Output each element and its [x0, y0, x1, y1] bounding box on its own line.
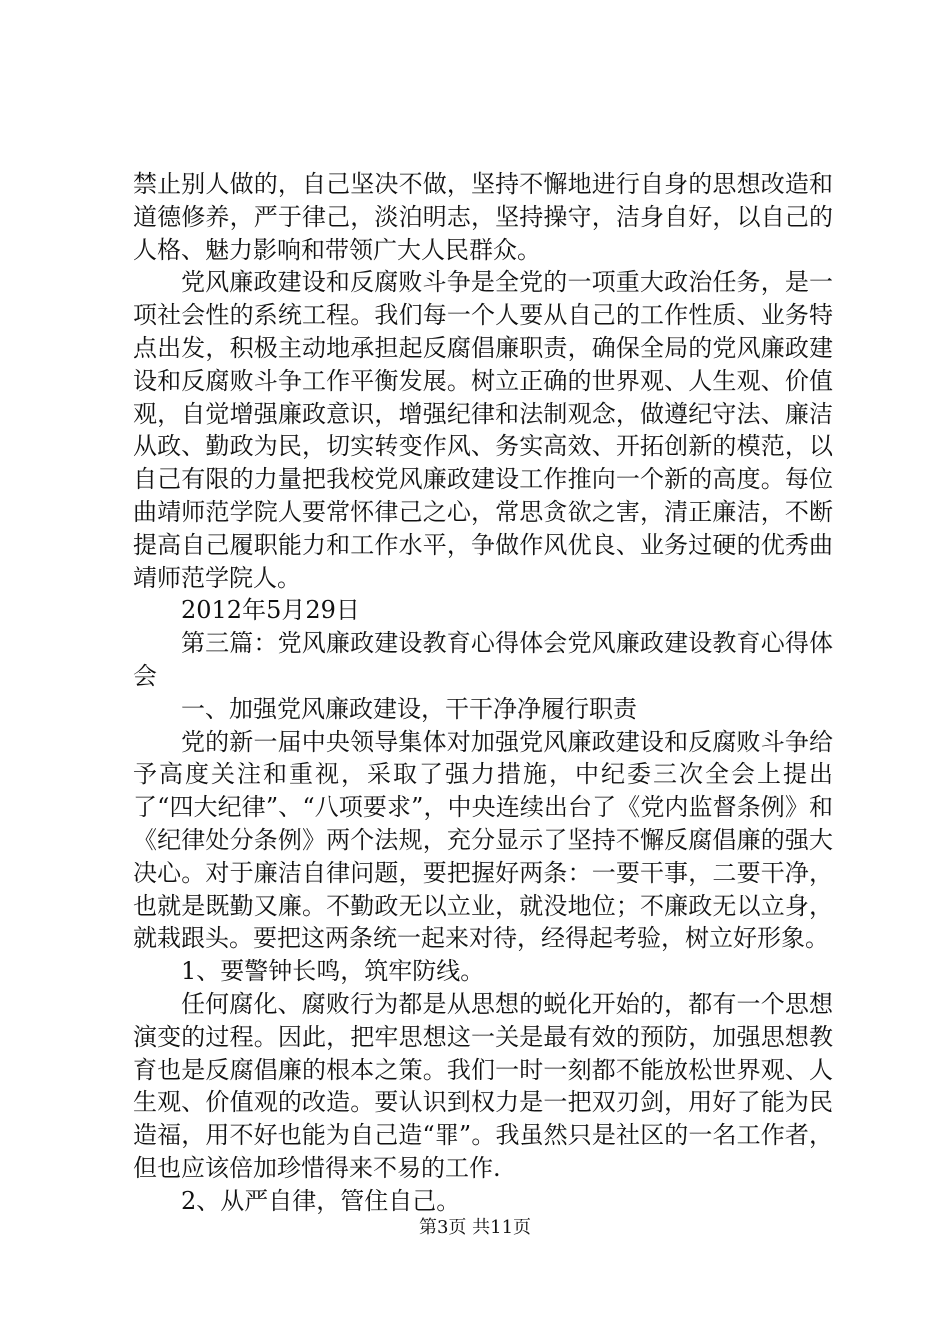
paragraph-continuation: 禁止别人做的，自己坚决不做，坚持不懈地进行自身的思想改造和道德修养，严于律己，淡泊明志，坚持操守，洁身自好，以自己的人格、魅力影响和带领广大人民群众。	[133, 170, 833, 264]
paragraph-corruption-thought: 任何腐化、腐败行为都是从思想的蜕化开始的，都有一个思想演变的过程。因此，把牢思想这一关是最有效的预防，加强思想教育也是反腐倡廉的根本之策。我们一时一刻都不能放松世界观、人生观、价值观的改造。要认识到权力是一把双刃剑，用好了能为民造福，用不好也能为自己造“罪”。我虽然只是社区的一名工作者，但也应该倍加珍惜得来不易的工作.	[133, 989, 833, 1182]
document-body	[133, 168, 833, 1218]
subheading-1-2: 2、从严自律，管住自己。	[181, 1186, 461, 1215]
paragraph-party-style: 党风廉政建设和反腐败斗争是全党的一项重大政治任务，是一项社会性的系统工程。我们每一个人要从自己的工作性质、业务特点出发，积极主动地承担起反腐倡廉职责，确保全局的党风廉政建设和反腐败斗争工作平衡发展。树立正确的世界观、人生观、价值观，自觉增强廉政意识，增强纪律和法制观念，做遵纪守法、廉洁从政、勤政为民，切实转变作风、务实高效、开拓创新的模范，以自己有限的力量把我校党风廉政建设工作推向一个新的高度。每位曲靖师范学院人要常怀律己之心，常思贪欲之害，清正廉洁，不断提高自己履职能力和工作水平，争做作风优良、业务过硬的优秀曲靖师范学院人。	[133, 268, 833, 592]
section-title: 第三篇：党风廉政建设教育心得体会党风廉政建设教育心得体会	[133, 629, 833, 690]
page-number-footer: 第3页 共11页	[418, 1217, 532, 1238]
subheading-1-1: 1、要警钟长鸣，筑牢防线。	[181, 957, 485, 986]
paragraph-central-leadership: 党的新一届中央领导集体对加强党风廉政建设和反腐败斗争给予高度关注和重视，采取了强力措施，中纪委三次全会上提出了“四大纪律”、“八项要求”，中央连续出台了《党内监督条例》和《纪律处分条例》两个法规，充分显示了坚持不懈反腐倡廉的强大决心。对于廉洁自律问题，要把握好两条：一要干事，二要干净，也就是既勤又廉。不勤政无以立业，就没地位；不廉政无以立身，就栽跟头。要把这两条统一起来对待，经得起考验，树立好形象。	[133, 727, 833, 953]
subheading-1: 一、加强党风廉政建设，干干净净履行职责	[181, 694, 637, 723]
date-line: 2012年5月29日	[181, 596, 360, 625]
